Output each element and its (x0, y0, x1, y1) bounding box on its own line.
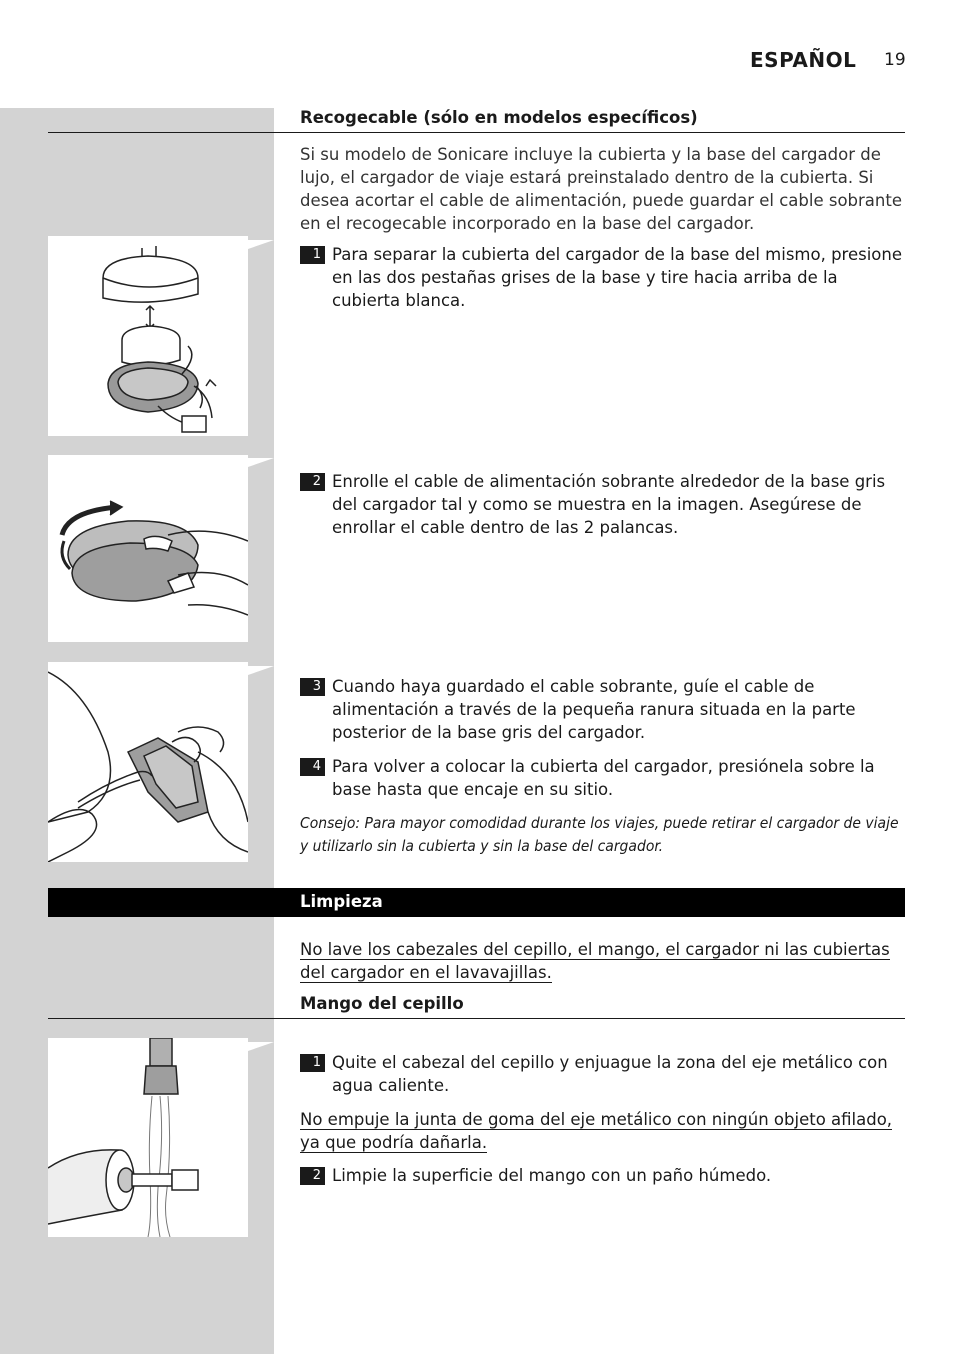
step-1 (300, 243, 905, 312)
step-number: 2 (300, 473, 325, 491)
step-text: Cuando haya guardado el cable sobrante, guíe el cable de alimentación a través de la pequeña ranura situada en la parte posterior de la base gris del cargador. (332, 677, 856, 742)
step-number: 4 (300, 758, 325, 776)
section-title-bar-cleaning (48, 888, 905, 917)
step-number: 2 (300, 1167, 325, 1185)
page-number: 19 (884, 50, 906, 70)
figure-pointer (248, 458, 274, 467)
handle-step-1 (300, 1051, 905, 1097)
step-number: 3 (300, 678, 325, 696)
step-3 (300, 675, 905, 744)
section-rule (48, 132, 905, 133)
section-rule (48, 1018, 905, 1019)
step-4 (300, 755, 905, 801)
step-text: Para separar la cubierta del cargador de la base del mismo, presione en las dos pestañas grises de la base y tire hacia arriba de la cubierta blanca. (332, 245, 902, 310)
figure-cord-slot (48, 662, 248, 862)
tip-note: Consejo: Para mayor comodidad durante los viajes, puede retirar el cargador de viaje y utilizarlo sin la cubierta y sin la base del cargador. (300, 814, 899, 855)
step-2 (300, 470, 905, 539)
handle-step-2 (300, 1164, 905, 1187)
figure-charger-cover-removal (48, 236, 248, 436)
step-text: Para volver a colocar la cubierta del cargador, presiónela sobre la base hasta que encaje en su sitio. (332, 757, 875, 799)
step-text: Limpie la superficie del mango con un paño húmedo. (332, 1166, 772, 1185)
step-text: Quite el cabezal del cepillo y enjuague la zona del eje metálico con agua caliente. (332, 1053, 888, 1095)
figure-pointer (248, 1042, 274, 1051)
warning-text: No lave los cabezales del cepillo, el mango, el cargador ni las cubiertas del cargador en el lavavajillas. (300, 940, 890, 982)
language-label: ESPAÑOL (750, 48, 857, 72)
section-title-cord-storage: Recogecable (sólo en modelos específicos) (300, 108, 698, 127)
step-number: 1 (300, 1054, 325, 1072)
dishwasher-warning (300, 938, 905, 984)
subsection-title-handle: Mango del cepillo (300, 994, 464, 1013)
rubber-seal-warning (300, 1108, 905, 1154)
step-text: Enrolle el cable de alimentación sobrante alrededor de la base gris del cargador tal y como se muestra en la imagen. Asegúrese de enrollar el cable dentro de las 2 palancas. (332, 472, 886, 537)
warning-text: No empuje la junta de goma del eje metálico con ningún objeto afilado, ya que podría dañarla. (300, 1110, 893, 1152)
figure-pointer (248, 240, 274, 249)
section-intro: Si su modelo de Sonicare incluye la cubierta y la base del cargador de lujo, el cargador de viaje estará preinstalado dentro de la cubierta. Si desea acortar el cable de alimentación, puede guardar el cable sobrante en el recogecable incorporado en la base del cargador. (300, 145, 902, 233)
figure-cord-winding (48, 455, 248, 642)
step-number: 1 (300, 246, 325, 264)
figure-pointer (248, 666, 274, 675)
figure-handle-rinsing (48, 1038, 248, 1237)
section-title-cleaning: Limpieza (300, 892, 383, 911)
